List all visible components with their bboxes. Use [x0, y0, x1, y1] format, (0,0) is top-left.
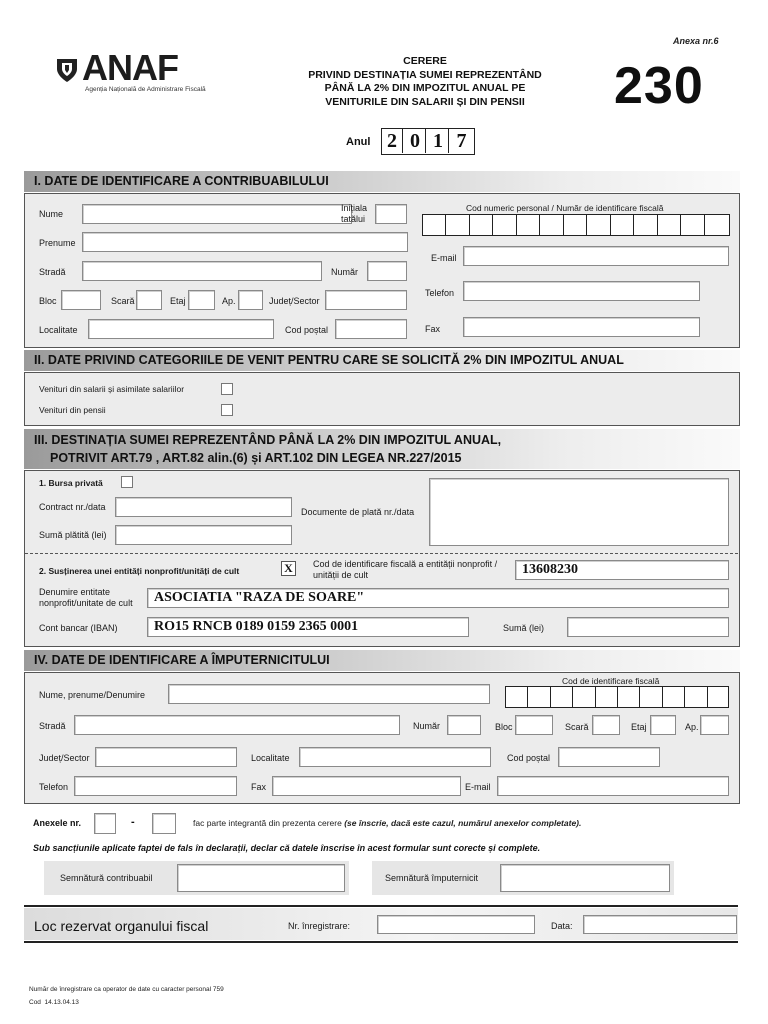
nume-label: Nume	[39, 209, 64, 219]
logo-text: ANAF	[82, 47, 178, 88]
pensii-label: Venituri din pensii	[39, 405, 106, 415]
year-digit: 0	[405, 129, 426, 153]
nr-inreg-label: Nr. înregistrare:	[288, 921, 351, 931]
bursa-label: 1. Bursa privată	[39, 478, 103, 488]
year-digit: 7	[456, 130, 467, 152]
iban-label: Cont bancar (IBAN)	[39, 623, 118, 633]
data-input[interactable]	[583, 915, 737, 934]
judet-input[interactable]	[325, 290, 407, 310]
documente-label: Documente de plată nr./data	[301, 507, 415, 517]
annex-label: Anexa nr.6	[673, 36, 719, 46]
form-number: 230	[614, 57, 704, 115]
localitate-label: Localitate	[39, 325, 78, 335]
documente-input[interactable]	[429, 478, 729, 546]
suma-platita-label: Sumă plătită (lei)	[39, 530, 107, 540]
section-2-title: II. DATE PRIVIND CATEGORIILE DE VENIT PENTRU CARE SE SOLICITĂ 2% DIN IMPOZITUL ANUAL	[34, 353, 624, 367]
imp-judet-label: Județ/Sector	[39, 753, 90, 763]
sustinere-checkbox[interactable]	[281, 561, 296, 576]
anexe-note	[193, 818, 581, 828]
imp-cif-label: Cod de identificare fiscală	[562, 676, 660, 686]
salarii-checkbox[interactable]	[221, 383, 233, 395]
section-1-header	[24, 171, 740, 192]
localitate-input[interactable]	[88, 319, 274, 339]
bloc-label: Bloc	[39, 296, 57, 306]
semn-imput-input[interactable]	[500, 864, 670, 892]
fax-input[interactable]	[463, 317, 700, 337]
scara-input[interactable]	[136, 290, 162, 310]
fax-label: Fax	[425, 324, 441, 334]
suma-platita-input[interactable]	[115, 525, 292, 545]
imp-email-label: E-mail	[465, 782, 491, 792]
imp-strada-label: Stradă	[39, 721, 66, 731]
nume-input[interactable]	[82, 204, 352, 224]
strada-label: Stradă	[39, 267, 66, 277]
nr-inreg-input[interactable]	[377, 915, 535, 934]
imp-telefon-label: Telefon	[39, 782, 69, 792]
title-line-4: VENITURILE DIN SALARII ȘI DIN PENSII	[325, 95, 525, 108]
cif-label-2: unității de cult	[313, 570, 369, 580]
imp-localitate-label: Localitate	[251, 753, 290, 763]
sustinere-label: 2. Susținerea unei entități nonprofit/unități de cult	[39, 566, 240, 576]
etaj-label: Etaj	[170, 296, 186, 306]
declaratie-text: Sub sancțiunile aplicate faptei de fals în declarații, declar că datele înscrise în acest formular sunt corecte și complete.	[33, 843, 541, 853]
semn-imput-label: Semnătură împuternicit	[385, 873, 479, 883]
telefon-input[interactable]	[463, 281, 700, 301]
imp-judet-input[interactable]	[95, 747, 237, 767]
imp-telefon-input[interactable]	[74, 776, 237, 796]
loc-rezervat-label: Loc rezervat organului fiscal	[34, 918, 209, 934]
cif-value: 13608230	[522, 562, 578, 577]
cod-postal-input[interactable]	[335, 319, 407, 339]
imp-nume-label: Nume, prenume/Denumire	[39, 690, 146, 700]
imp-localitate-input[interactable]	[299, 747, 491, 767]
imp-numar-input[interactable]	[447, 715, 481, 735]
fiscal-section	[24, 908, 738, 940]
initiala-label-2: tatălui	[341, 214, 366, 224]
iban-value: RO15 RNCB 0189 0159 2365 0001	[154, 619, 359, 634]
section-2-panel	[24, 372, 740, 426]
form-title	[280, 55, 570, 109]
judet-label: Județ/Sector	[269, 296, 320, 306]
anexele-label: Anexele nr.	[33, 818, 82, 828]
imp-bloc-input[interactable]	[515, 715, 553, 735]
section-2-header	[24, 350, 740, 371]
fac-parte-text: fac parte integrantă din prezenta cerere	[193, 818, 342, 828]
denumire-input[interactable]	[147, 588, 729, 608]
strada-input[interactable]	[82, 261, 322, 281]
numar-input[interactable]	[367, 261, 407, 281]
prenume-label: Prenume	[39, 238, 76, 248]
signature-panel-contribuabil	[44, 861, 349, 895]
semn-contrib-label: Semnătură contribuabil	[60, 873, 153, 883]
imp-fax-label: Fax	[251, 782, 267, 792]
initiala-label-1: Inițiala	[341, 203, 368, 213]
section-4-panel	[24, 672, 740, 804]
bloc-input[interactable]	[61, 290, 101, 310]
etaj-input[interactable]	[188, 290, 215, 310]
anaf-logo	[55, 47, 220, 100]
form-code: Cod 14.13.04.13	[29, 999, 79, 1006]
section-3-title-1: III. DESTINAȚIA SUMEI REPREZENTÂND PÂNĂ LA 2% DIN IMPOZITUL ANUAL,	[34, 433, 502, 447]
anexe-dash: -	[131, 816, 135, 828]
operator-note: Număr de înregistrare ca operator de date cu caracter personal 759	[29, 986, 224, 993]
salarii-label: Venituri din salarii și asimilate salariilor	[39, 384, 185, 394]
signature-panel-imputernicit	[372, 861, 674, 895]
year-label: Anul	[346, 136, 371, 148]
imp-etaj-label: Etaj	[631, 722, 647, 732]
imp-cod-postal-label: Cod poștal	[507, 753, 551, 763]
anexe-from-input[interactable]	[94, 813, 116, 834]
ap-input[interactable]	[238, 290, 263, 310]
semn-contrib-input[interactable]	[177, 864, 345, 892]
fac-parte-note: (se înscrie, dacă este cazul, numărul anexelor completate).	[344, 818, 582, 828]
anaf-shield-icon	[55, 57, 79, 83]
bursa-checkbox[interactable]	[121, 476, 133, 488]
imp-etaj-input[interactable]	[650, 715, 676, 735]
denumire-value: ASOCIATIA "RAZA DE SOARE"	[154, 590, 365, 605]
fiscal-rule-bottom	[24, 941, 738, 943]
imp-ap-label: Ap.	[685, 722, 699, 732]
section-4-header	[24, 650, 740, 671]
imp-scara-input[interactable]	[592, 715, 620, 735]
anexe-to-input[interactable]	[152, 813, 176, 834]
suma-label: Sumă (lei)	[503, 623, 545, 633]
imp-strada-input[interactable]	[74, 715, 400, 735]
sustinere-mark: X	[284, 561, 293, 575]
contract-label: Contract nr./data	[39, 502, 106, 512]
title-line-1: CERERE	[403, 55, 447, 67]
imp-cod-postal-input[interactable]	[558, 747, 660, 767]
imp-bloc-label: Bloc	[495, 722, 513, 732]
denumire-label-1: Denumire entitate	[39, 587, 111, 597]
imp-nume-input[interactable]	[168, 684, 490, 704]
scara-label: Scară	[111, 296, 135, 306]
numar-label: Număr	[331, 267, 359, 277]
initiala-input[interactable]	[375, 204, 407, 224]
title-line-2: PRIVIND DESTINAȚIA SUMEI REPREZENTÂND	[308, 68, 542, 81]
agency-name: Agenția Națională de Administrare Fiscală	[85, 86, 206, 93]
ap-label: Ap.	[222, 296, 236, 306]
imp-cif-boxes[interactable]	[505, 686, 729, 708]
title-line-3: PÂNĂ LA 2% DIN IMPOZITUL ANUAL PE	[324, 82, 526, 94]
section-3-divider	[25, 553, 738, 554]
year-boxes	[381, 128, 475, 155]
cnp-label: Cod numeric personal / Număr de identificare fiscală	[466, 203, 664, 213]
data-label: Data:	[551, 921, 573, 931]
section-1-panel	[24, 193, 740, 348]
imp-ap-input[interactable]	[700, 715, 729, 735]
section-3-title-2: POTRIVIT ART.79 , ART.82 alin.(6) și ART.102 DIN LEGEA NR.227/2015	[50, 451, 462, 465]
section-3-header	[24, 429, 740, 469]
cif-label-1: Cod de identificare fiscală a entității nonprofit /	[313, 559, 498, 569]
cod-postal-label: Cod poștal	[285, 325, 329, 335]
cif-input[interactable]	[515, 560, 729, 580]
contract-input[interactable]	[115, 497, 292, 517]
telefon-label: Telefon	[425, 288, 455, 298]
prenume-input[interactable]	[82, 232, 408, 252]
cnp-boxes[interactable]	[422, 214, 730, 236]
pensii-checkbox[interactable]	[221, 404, 233, 416]
fiscal-rule-top	[24, 905, 738, 907]
year-digit: 2	[382, 129, 403, 153]
iban-input[interactable]	[147, 617, 469, 637]
section-3-panel	[24, 470, 740, 647]
suma-input[interactable]	[567, 617, 729, 637]
imp-fax-input[interactable]	[272, 776, 461, 796]
imp-numar-label: Număr	[413, 721, 441, 731]
email-label: E-mail	[431, 253, 457, 263]
imp-email-input[interactable]	[497, 776, 729, 796]
year-digit: 1	[428, 129, 449, 153]
section-1-title: I. DATE DE IDENTIFICARE A CONTRIBUABILULUI	[34, 174, 329, 188]
section-4-title: IV. DATE DE IDENTIFICARE A ÎMPUTERNICITULUI	[34, 653, 330, 667]
imp-scara-label: Scară	[565, 722, 589, 732]
email-input[interactable]	[463, 246, 729, 266]
denumire-label-2: nonprofit/unitate de cult	[39, 598, 133, 608]
